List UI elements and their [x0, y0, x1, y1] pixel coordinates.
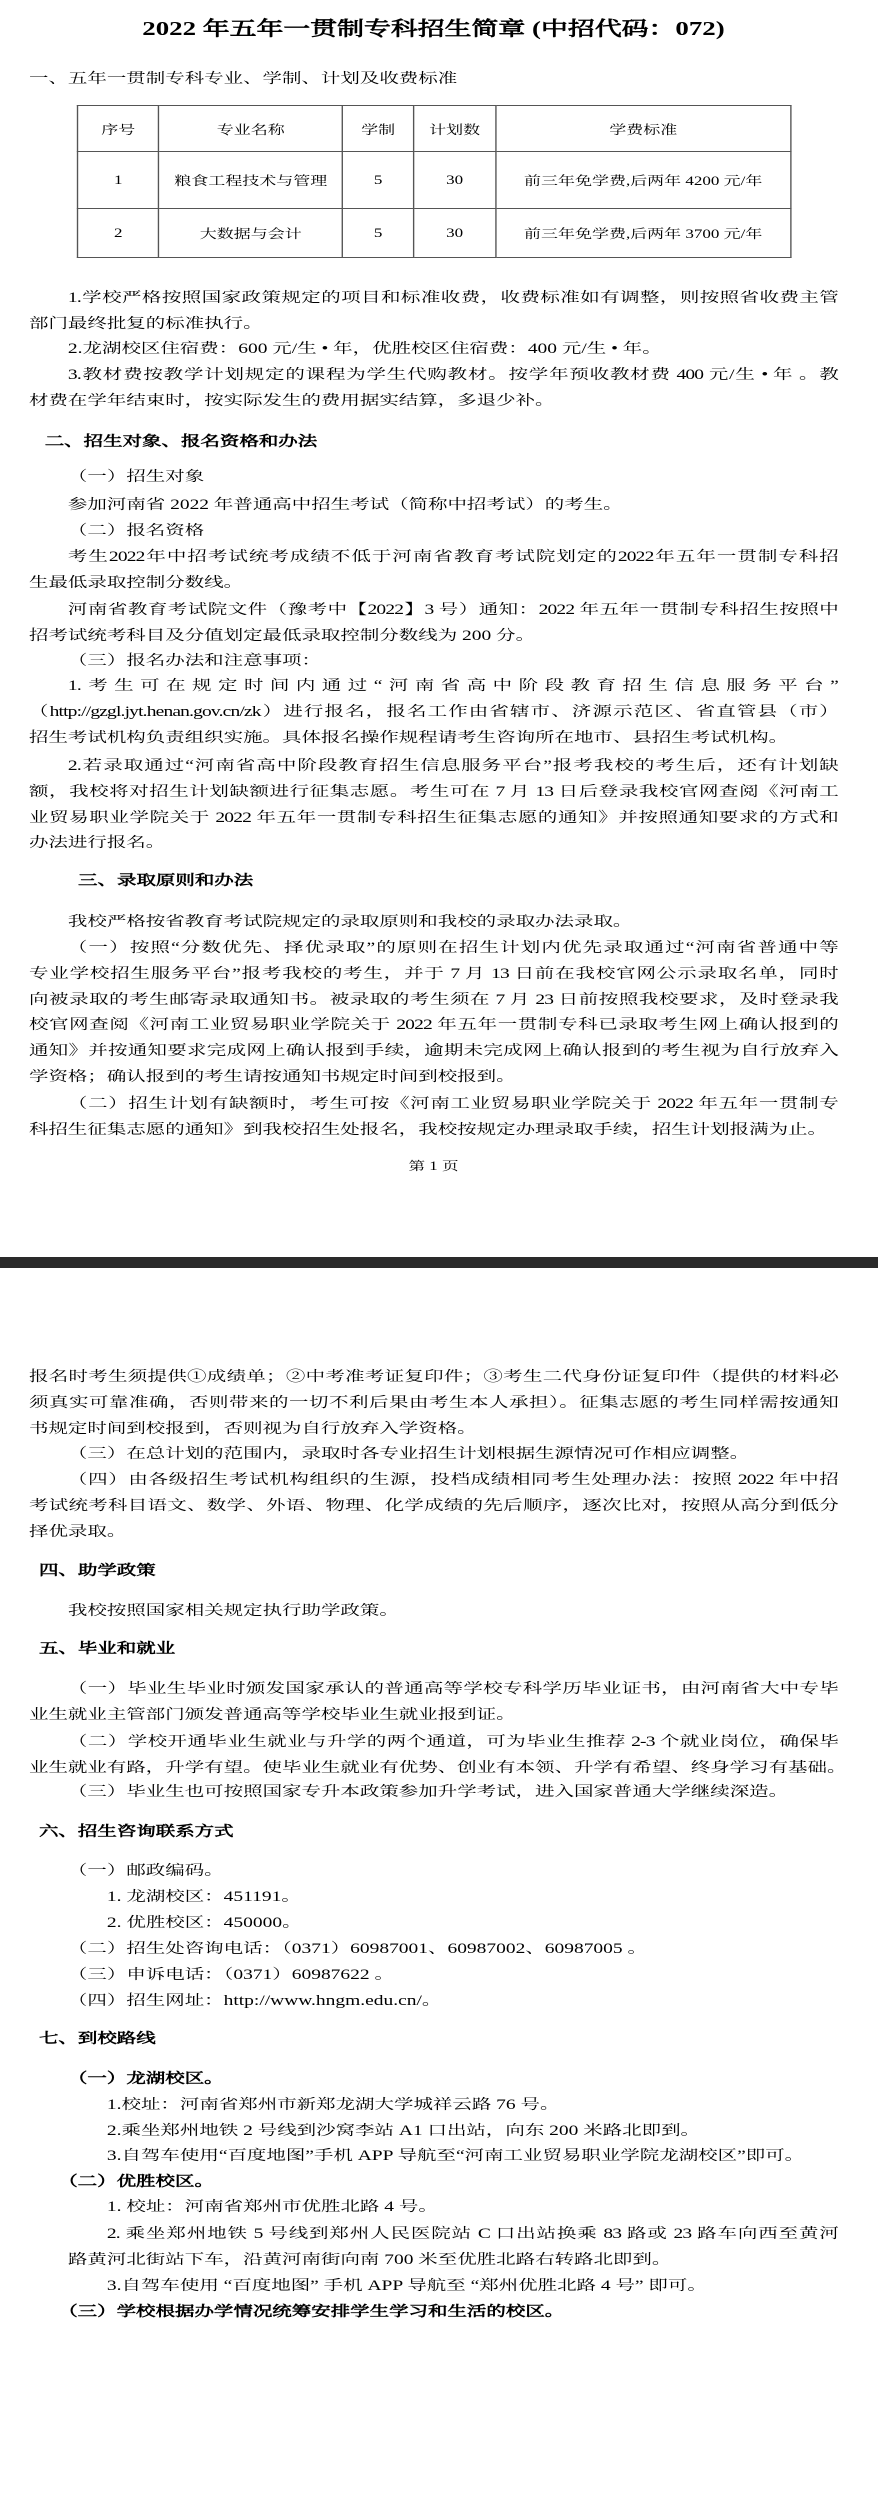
paragraph-line: （一）按照“分数优先、择优录取”的原则在招生计划内优先录取通过“河南省普通中等	[67, 940, 838, 957]
section-heading: 一、五年一贯制专科专业、学制、计划及收费标准	[28, 71, 458, 88]
paragraph-line: 报名时考生须提供①成绩单；②中考准考证复印件；③考生二代身份证复印件（提供的材料必	[28, 1369, 838, 1386]
fee-note-2	[29, 337, 838, 363]
paragraph-line: （二）招生计划有缺额时，考生可按《河南工业贸易职业学院关于 2022 年五年一贯制专	[67, 1096, 838, 1113]
paragraph	[29, 936, 838, 1090]
table-cell: 2	[78, 209, 159, 258]
paragraph	[29, 674, 838, 751]
paragraph-line: 生最低录取控制分数线。	[28, 574, 244, 591]
fee-note-1	[29, 286, 838, 337]
paragraph-line: 办法进行报名。	[28, 835, 166, 852]
paragraph-line: 3.教材费按教学计划规定的课程为学生代购教材。按学年预收教材费 400 元/生 • 年 。教	[67, 367, 838, 384]
route-item-block	[29, 2195, 838, 2221]
paragraph-line: 我校按照国家相关规定执行助学政策。	[67, 1603, 399, 1620]
paragraph-line: 部门最终批复的标准执行。	[28, 315, 263, 332]
route-item: 1. 校址：河南省郑州市优胜北路 4 号。	[106, 2199, 438, 2216]
paragraph-line: 1.考生可在规定时间内通过“河南省高中阶段教育招生信息服务平台”	[67, 678, 838, 695]
postal-code-yousheng: 2. 优胜校区：450000。	[106, 1914, 302, 1931]
paragraph-line: 通知》并按通知要求完成网上确认报到手续，逾期未完成网上确认报到的考生视为自行放弃入	[28, 1043, 838, 1059]
section-3-heading-block	[78, 869, 878, 895]
contact-list	[29, 1859, 838, 1936]
paragraph-line: 材费在学年结束时，按实际发生的费用据实结算，多退少补。	[28, 392, 555, 409]
paragraph-line: 科招生征集志愿的通知》到我校招生处报名，我校按规定办理录取手续，招生计划报满为止。	[28, 1121, 828, 1138]
paragraph	[29, 1780, 838, 1806]
postal-code-longhu: 1. 龙湖校区：451191。	[106, 1888, 301, 1905]
route-item-block	[68, 2222, 838, 2273]
subheading: （一）招生对象	[67, 469, 205, 486]
subheading-block	[29, 519, 838, 545]
subheading: （二）报名资格	[67, 523, 205, 540]
paragraph-line: 专业学校招生服务平台”报考我校的考生，并于 7 月 13 日前在我校官网公示录取名单，同时	[28, 965, 838, 982]
paragraph-line: 校官网查阅《河南工业贸易职业学院关于 2022 年五年一贯制专科已录取考生网上确认报到的	[28, 1017, 838, 1034]
route-item: 3.自驾车使用“百度地图”手机 APP 导航至“河南工业贸易职业学院龙湖校区”即可。	[106, 2148, 805, 2165]
table-cell: 前三年免学费,后两年 4200 元/年	[496, 152, 791, 209]
paragraph-line: （二）学校开通毕业生就业与升学的两个通道，可为毕业生推荐 2-3 个就业岗位，确保毕	[67, 1734, 838, 1751]
paragraph	[29, 493, 838, 519]
table-row	[78, 209, 791, 258]
paragraph-line: 向被录取的考生邮寄录取通知书。被录取的考生须在 7 月 23 日前按照我校要求，及时登录我	[28, 991, 838, 1008]
section-4-heading-block	[39, 1559, 848, 1585]
document-title: 2022 年五年一贯制专科招生简章 (中招代码：072)	[142, 19, 725, 40]
page-footer: 第 1 页	[408, 1159, 459, 1173]
paragraph-line: 1.学校严格按照国家政策规定的项目和标准收费，收费标准如有调整，则按照省收费主管	[67, 290, 838, 307]
paragraph-line: 书规定时间到校报到，否则视为自行放弃入学资格。	[28, 1420, 477, 1437]
route-item-block	[29, 2274, 838, 2300]
paragraph-line: （四）由各级招生考试机构组织的生源，投档成绩相同考生处理办法：按照 2022 年中招	[67, 1472, 838, 1489]
section-heading: 二、招生对象、报名资格和办法	[44, 434, 318, 451]
fee-table	[77, 105, 791, 258]
admission-website: （四）招生网址：http://www.hngm.edu.cn/。	[67, 1992, 442, 2009]
campus-arrangement-note: （三）学校根据办学情况统筹安排学生学习和生活的校区。	[58, 2304, 565, 2321]
fee-note-3	[29, 363, 838, 414]
postal-code-label: （一）邮政编码。	[67, 1863, 224, 1880]
subheading: （三）报名办法和注意事项：	[67, 653, 321, 670]
route-item: 1.校址：河南省郑州市新郑龙湖大学城祥云路 76 号。	[106, 2096, 560, 2113]
paragraph-line: （http://gzgl.jyt.henan.gov.cn/zk）进行报名，报名工作由省辖市、济源示范区、省直管县（市）	[28, 703, 838, 720]
paragraph-line: （一）毕业生毕业时颁发国家承认的普通高等学校专科学历毕业证书，由河南省大中专毕	[67, 1681, 838, 1698]
paragraph	[29, 545, 838, 596]
contact-list	[29, 1937, 838, 2014]
paragraph-line: 我校严格按省教育考试院规定的录取原则和我校的录取办法录取。	[67, 914, 633, 931]
section-2-heading-block	[45, 430, 854, 456]
paragraph-line: 学资格；确认报到的考生请按通知书规定时间到校报到。	[28, 1068, 516, 1085]
subheading-block	[29, 465, 838, 491]
table-header-cell: 专业名称	[159, 106, 343, 152]
paragraph-line: 业生就业有路，升学有望。使毕业生就业有优势、创业有本领、升学有希望、终身学习有基础。	[28, 1759, 847, 1776]
campus-longhu-route	[29, 2067, 838, 2170]
paragraph	[29, 1092, 838, 1143]
admission-phone: （二）招生处咨询电话：（0371）60987001、60987002、60987005 。	[67, 1941, 647, 1958]
paragraph-line: 择优录取。	[28, 1523, 127, 1540]
table-cell: 前三年免学费,后两年 3700 元/年	[496, 209, 791, 258]
campus-label: （二）优胜校区。	[58, 2174, 214, 2191]
paragraph-line: 业贸易职业学院关于 2022 年五年一贯制专科招生征集志愿的通知》并按照通知要求的方式和	[28, 809, 838, 826]
table-cell: 大数据与会计	[159, 209, 343, 258]
section-heading: 六、招生咨询联系方式	[38, 1824, 234, 1841]
paragraph-line: （三）在总计划的范围内，录取时各专业招生计划根据生源情况可作相应调整。	[67, 1446, 750, 1463]
paragraph-line: 须真实可靠准确，否则带来的一切不利后果由考生本人承担）。征集志愿的考生同样需按通知	[28, 1394, 838, 1411]
paragraph-line: 2.若录取通过“河南省高中阶段教育招生信息服务平台”报考我校的考生后，还有计划缺	[67, 758, 838, 775]
route-item: 3.自驾车使用 “百度地图” 手机 APP 导航至 “郑州优胜北路 4 号” 即可。	[106, 2278, 707, 2295]
section-heading: 三、录取原则和办法	[78, 873, 254, 890]
table-header-row	[78, 106, 791, 152]
paragraph-line: 业生就业主管部门颁发普通高等学校毕业生就业报到证。	[28, 1706, 516, 1723]
paragraph	[29, 910, 838, 936]
paragraph	[29, 754, 838, 857]
section-6-heading-block	[39, 1820, 848, 1846]
campus-label: （一）龙湖校区。	[67, 2071, 224, 2088]
section-5-heading-block	[39, 1637, 848, 1663]
paragraph-line: 考试统考科目语文、数学、外语、物理、化学成绩的先后顺序，逐次比对，按照从高分到低分	[28, 1497, 838, 1514]
route-item-line: 路黄河北街站下车，沿黄河南街向南 700 米至优胜北路右转路北即到。	[67, 2251, 672, 2268]
table-header-cell: 学费标准	[496, 106, 791, 152]
paragraph	[29, 1442, 838, 1468]
table-cell: 粮食工程技术与管理	[159, 152, 343, 209]
section-heading: 七、到校路线	[38, 2031, 156, 2048]
paragraph-line: 招生考试机构负责组织实施。具体报名操作规程请考生咨询所在地市、县招生考试机构。	[28, 729, 789, 746]
section-7-heading-block	[39, 2027, 848, 2053]
paragraph-line: （三）毕业生也可按照国家专升本政策参加升学考试，进入国家普通大学继续深造。	[67, 1784, 789, 1801]
table-cell: 30	[414, 152, 496, 209]
table-cell: 30	[414, 209, 496, 258]
campus-arrangement-note-block	[29, 2300, 838, 2326]
table-header-cell: 学制	[343, 106, 414, 152]
page-break-bar	[0, 1257, 878, 1268]
paragraph	[29, 1468, 838, 1545]
paragraph	[29, 1677, 838, 1728]
paragraph	[29, 1365, 838, 1442]
section-heading: 四、助学政策	[38, 1563, 156, 1580]
table-cell: 5	[343, 152, 414, 209]
paragraph-line: 参加河南省 2022 年普通高中招生考试（简称中招考试）的考生。	[67, 497, 623, 514]
table-cell: 1	[78, 152, 159, 209]
route-item-line: 2. 乘坐郑州地铁 5 号线到郑州人民医院站 C 口出站换乘 83 路或 23 路车向西至黄河	[106, 2226, 838, 2243]
table-cell: 5	[343, 209, 414, 258]
table-header-cell: 计划数	[414, 106, 496, 152]
campus-yousheng-label-block	[29, 2170, 838, 2196]
paragraph-line: 河南省教育考试院文件（豫考中【2022】3 号）通知：2022 年五年一贯制专科招生按照中	[67, 602, 838, 619]
table-header-cell: 序号	[78, 106, 159, 152]
complaint-phone: （三）申诉电话：（0371）60987622 。	[67, 1966, 394, 1983]
table-row	[78, 152, 791, 209]
section-1-heading-block	[29, 67, 838, 93]
paragraph-line: 考生2022年中招考试统考成绩不低于河南省教育考试院划定的2022年五年一贯制专科招	[67, 549, 838, 566]
paragraph	[28, 1730, 847, 1781]
paragraph-line: 招考试统考科目及分值划定最低录取控制分数线为 200 分。	[28, 627, 536, 644]
section-heading: 五、毕业和就业	[38, 1641, 176, 1658]
paragraph-line: 2.龙湖校区住宿费：600 元/生 • 年，优胜校区住宿费：400 元/生 • 年。	[67, 341, 662, 358]
paragraph	[29, 1599, 838, 1625]
paragraph	[29, 598, 838, 649]
route-item: 2.乘坐郑州地铁 2 号线到沙窝李站 A1 口出站，向东 200 米路北即到。	[106, 2122, 700, 2139]
paragraph-line: 额，我校将对招生计划缺额进行征集志愿。考生可在 7 月 13 日后登录我校官网查阅《河南工	[28, 783, 838, 800]
subheading-block	[29, 649, 838, 675]
